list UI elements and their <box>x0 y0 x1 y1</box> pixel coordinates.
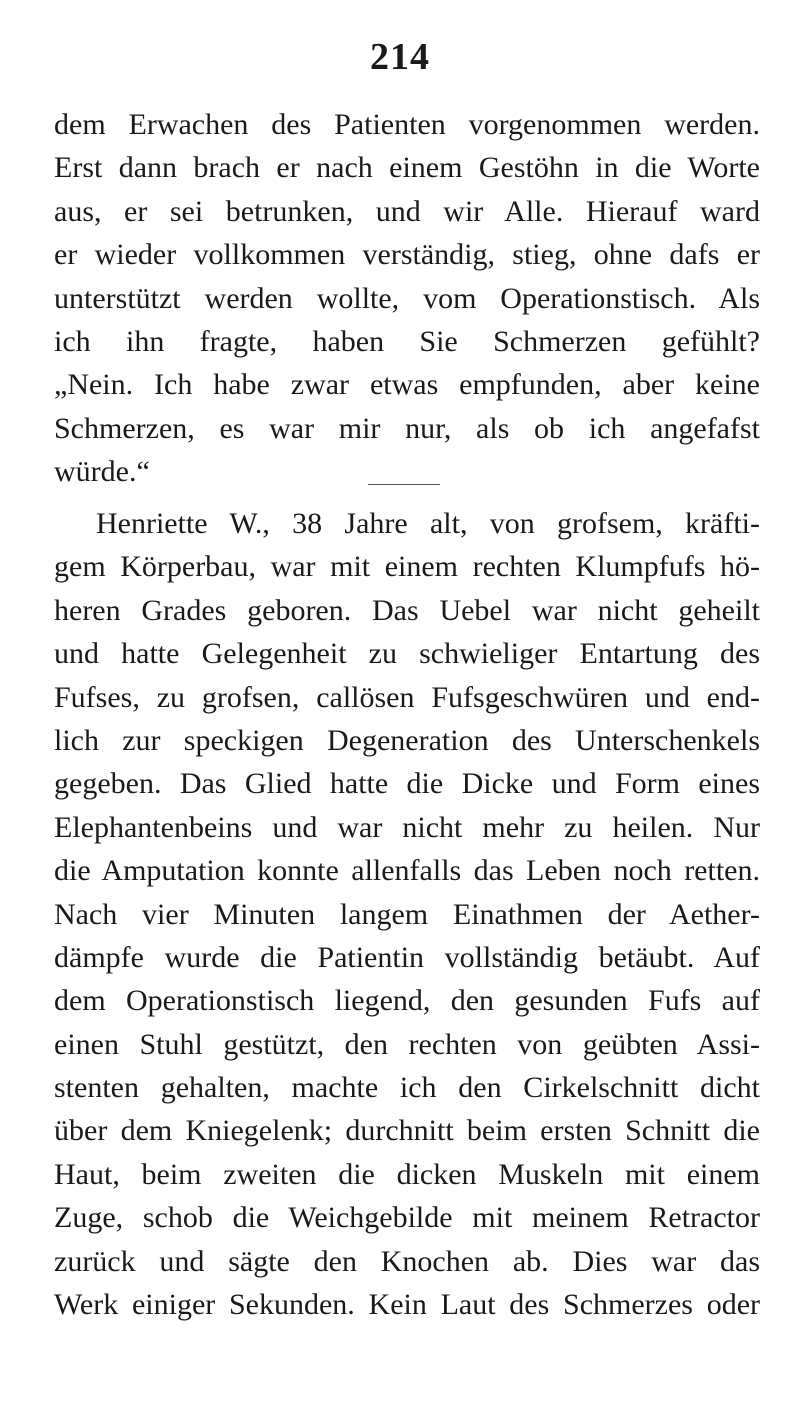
text-line: dem Erwachen des Patienten vorgenommen werden. <box>54 108 760 141</box>
text-line: aus, er sei betrunken, und wir Alle. Hierauf ward <box>54 194 760 228</box>
text-line: Zuge, schob die Weichgebilde mit meinem Retractor <box>54 1201 760 1235</box>
paragraph-2 <box>54 502 760 1326</box>
text-line: ich ihn fragte, haben Sie Schmerzen gefühlt? <box>54 324 760 358</box>
text-line: unterstützt werden wollte, vom Operationstisch. Als <box>54 281 760 315</box>
text-line: und hatte Gelegenheit zu schwieliger Entartung des <box>54 637 760 671</box>
text-line: zurück und sägte den Knochen ab. Dies war das <box>54 1244 760 1278</box>
text-line: dem Operationstisch liegend, den gesunden Fufs auf <box>54 984 760 1018</box>
text-line: Nach vier Minuten langem Einathmen der Aether- <box>54 897 760 931</box>
text-line: einen Stuhl gestützt, den rechten von geübten Assi- <box>54 1027 760 1061</box>
text-line: er wieder vollkommen verständig, stieg, ohne dafs er <box>54 238 760 272</box>
text-line: gem Körperbau, war mit einem rechten Klumpfufs hö- <box>54 550 760 584</box>
text-line: „Nein. Ich habe zwar etwas empfunden, aber keine <box>54 368 760 402</box>
paragraph-1 <box>54 103 760 494</box>
text-line: über dem Kniegelenk; durchnitt beim ersten Schnitt die <box>54 1114 760 1148</box>
text-line: Werk einiger Sekunden. Kein Laut des Schmerzes oder <box>54 1288 760 1322</box>
text-line: Haut, beim zweiten die dicken Muskeln mit einem <box>54 1157 760 1191</box>
text-line: lich zur speckigen Degeneration des Unterschenkels <box>54 723 760 757</box>
page-number: 214 <box>370 36 430 78</box>
text-line: stenten gehalten, machte ich den Cirkelschnitt dicht <box>54 1071 760 1105</box>
text-line: Fufses, zu grofsen, callösen Fufsgeschwüren und end- <box>54 680 760 714</box>
text-line: Erst dann brach er nach einem Gestöhn in die Worte <box>54 151 760 185</box>
text-line: heren Grades geboren. Das Uebel war nicht geheilt <box>54 593 760 627</box>
text-line: dämpfe wurde die Patientin vollständig betäubt. Auf <box>54 940 760 974</box>
text-line: Elephantenbeins und war nicht mehr zu heilen. Nur <box>54 810 760 844</box>
text-line: die Amputation konnte allenfalls das Leben noch retten. <box>54 854 760 888</box>
text-line: Schmerzen, es war mir nur, als ob ich angefafst <box>54 411 760 445</box>
text-line: Henriette W., 38 Jahre alt, von grofsem, kräfti- <box>96 507 760 540</box>
section-separator <box>368 484 440 485</box>
text-line: würde.“ <box>54 455 150 489</box>
text-line: gegeben. Das Glied hatte die Dicke und Form eines <box>54 767 760 801</box>
